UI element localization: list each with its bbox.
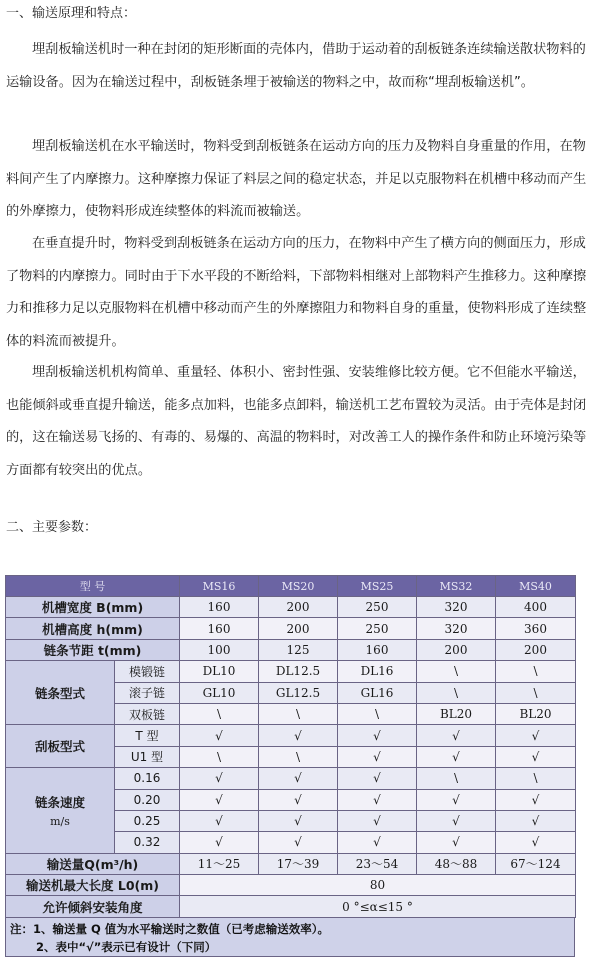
table-cell: √ xyxy=(180,768,259,789)
table-cell: 360 xyxy=(496,618,576,639)
paragraph-definition: 埋刮板输送机时一种在封闭的矩形断面的壳体内，借助于运动着的刮板链条连续输送散状物料的运输设备。因为在输送过程中，刮板链条埋于被输送的物料之中，故而称“埋刮板输送机”。 xyxy=(6,42,586,90)
model-ms25: MS25 xyxy=(338,576,417,597)
table-cell: 200 xyxy=(417,639,496,660)
speed-0-25: 0.25 xyxy=(115,810,180,831)
table-cell: √ xyxy=(259,810,338,831)
speed-0-16: 0.16 xyxy=(115,768,180,789)
paragraph-horizontal: 埋刮板输送机在水平输送时，物料受到刮板链条在运动方向的压力及物料自身重量的作用，在物料间产生了内摩擦力。这种摩擦力保证了料层之间的稳定状态，并足以克服物料在机槽中移动而产生的外摩擦力，使物料形成连续整体的料流而被输送。 xyxy=(6,139,587,219)
model-ms20: MS20 xyxy=(259,576,338,597)
speed-0-32: 0.32 xyxy=(115,832,180,853)
table-cell: \ xyxy=(496,768,576,789)
table-cell: 400 xyxy=(496,597,576,618)
table-cell: √ xyxy=(259,789,338,810)
table-cell: √ xyxy=(417,810,496,831)
table-row xyxy=(6,639,576,660)
model-ms32: MS32 xyxy=(417,576,496,597)
table-header-row xyxy=(6,576,576,597)
table-cell: \ xyxy=(338,703,417,724)
table-row xyxy=(6,597,576,618)
chain-type-label: 链条型式 xyxy=(6,661,115,725)
paragraph-vertical: 在垂直提升时，物料受到刮板链条在运动方向的压力，在物料中产生了横方向的侧面压力，形成了物料的内摩擦力。同时由于下水平段的不断给料，下部物料相继对上部物料产生推移力。这种摩擦力和推移力足以克服物料在机槽中移动而产生的外摩擦阻力和物料自身的重量，使物料形成了连续整体的料流而被提升。 xyxy=(6,236,587,349)
table-cell: \ xyxy=(417,682,496,703)
table-cell: 200 xyxy=(496,639,576,660)
note-line-1: 注：1、输送量 Q 值为水平输送时之数值（已考虑输送效率）。 xyxy=(10,922,330,936)
table-cell: √ xyxy=(338,832,417,853)
table-cell: 320 xyxy=(417,618,496,639)
table-cell: 23～54 xyxy=(338,853,417,874)
table-cell: 160 xyxy=(180,597,259,618)
chain-speed-unit: m/s xyxy=(50,814,70,828)
table-cell: \ xyxy=(259,746,338,767)
section-heading-principle: 一、输送原理和特点： xyxy=(6,6,137,21)
incline-label: 允许倾斜安装角度 xyxy=(6,896,180,917)
table-cell: \ xyxy=(496,682,576,703)
table-cell: DL16 xyxy=(338,661,417,682)
table-cell: 17～39 xyxy=(259,853,338,874)
table-cell: \ xyxy=(496,661,576,682)
table-row xyxy=(6,875,576,896)
table-cell: GL16 xyxy=(338,682,417,703)
table-row xyxy=(6,768,576,789)
table-row xyxy=(6,725,576,746)
chain-speed-label xyxy=(6,768,115,854)
table-cell: 200 xyxy=(259,597,338,618)
table-cell: √ xyxy=(259,725,338,746)
table-row xyxy=(6,661,576,682)
width-label: 机槽宽度 B(mm) xyxy=(6,597,180,618)
table-cell: √ xyxy=(496,810,576,831)
table-cell: √ xyxy=(496,746,576,767)
table-row xyxy=(6,618,576,639)
max-length-value: 80 xyxy=(180,875,576,896)
table-cell: DL10 xyxy=(180,661,259,682)
table-cell: √ xyxy=(338,768,417,789)
table-cell: √ xyxy=(338,810,417,831)
table-cell: 250 xyxy=(338,597,417,618)
model-ms40: MS40 xyxy=(496,576,576,597)
table-cell: √ xyxy=(417,725,496,746)
table-cell: \ xyxy=(180,746,259,767)
scraper-type-u1: U1 型 xyxy=(115,746,180,767)
chain-type-roller: 滚子链 xyxy=(115,682,180,703)
table-cell: √ xyxy=(338,725,417,746)
table-cell: √ xyxy=(338,746,417,767)
table-notes xyxy=(5,917,575,957)
chain-type-double-plate: 双板链 xyxy=(115,703,180,724)
chain-type-forged: 模锻链 xyxy=(115,661,180,682)
table-cell: \ xyxy=(417,768,496,789)
table-cell: 320 xyxy=(417,597,496,618)
table-row xyxy=(6,896,576,917)
model-header-label: 型 号 xyxy=(6,576,180,597)
table-cell: 100 xyxy=(180,639,259,660)
table-cell: √ xyxy=(259,768,338,789)
table-row xyxy=(6,853,576,874)
capacity-label: 输送量Q(m³/h) xyxy=(6,853,180,874)
table-cell: √ xyxy=(180,789,259,810)
table-cell: GL10 xyxy=(180,682,259,703)
table-cell: √ xyxy=(417,746,496,767)
note-line-2: 2、表中“√”表示已有设计（下同） xyxy=(36,940,217,954)
table-cell: 67～124 xyxy=(496,853,576,874)
chain-speed-title: 链条速度 xyxy=(34,794,85,810)
parameter-table xyxy=(5,575,575,918)
table-cell: BL20 xyxy=(417,703,496,724)
table-cell: √ xyxy=(496,832,576,853)
table-cell: BL20 xyxy=(496,703,576,724)
table-cell: √ xyxy=(417,789,496,810)
pitch-label: 链条节距 t(mm) xyxy=(6,639,180,660)
paragraph-advantages: 埋刮板输送机机构简单、重量轻、体积小、密封性强、安装维修比较方便。它不但能水平输送，也能倾斜或垂直提升输送，能多点加料，也能多点卸料，输送机工艺布置较为灵活。由于壳体是封闭的，这在输送易飞扬的、有毒的、易爆的、高温的物料时，对改善工人的操作条件和防止环境污染等方面都有较突出的优点。 xyxy=(6,365,587,478)
speed-0-20: 0.20 xyxy=(115,789,180,810)
table-cell: √ xyxy=(180,725,259,746)
table-cell: √ xyxy=(180,832,259,853)
table-cell: \ xyxy=(180,703,259,724)
scraper-type-t: T 型 xyxy=(115,725,180,746)
table-cell: √ xyxy=(417,832,496,853)
table-cell: \ xyxy=(417,661,496,682)
table-cell: √ xyxy=(180,810,259,831)
table-cell: √ xyxy=(496,725,576,746)
incline-value: 0 °≤α≤15 ° xyxy=(180,896,576,917)
table-cell: DL12.5 xyxy=(259,661,338,682)
table-cell: 160 xyxy=(338,639,417,660)
table-cell: GL12.5 xyxy=(259,682,338,703)
table-cell: \ xyxy=(259,703,338,724)
table-cell: 48～88 xyxy=(417,853,496,874)
table-cell: √ xyxy=(259,832,338,853)
table-cell: √ xyxy=(338,789,417,810)
scraper-type-label: 刮板型式 xyxy=(6,725,115,768)
table-cell: √ xyxy=(496,789,576,810)
model-ms16: MS16 xyxy=(180,576,259,597)
height-label: 机槽高度 h(mm) xyxy=(6,618,180,639)
table-cell: 250 xyxy=(338,618,417,639)
table-cell: 200 xyxy=(259,618,338,639)
table-cell: 125 xyxy=(259,639,338,660)
max-length-label: 输送机最大长度 L0(m) xyxy=(6,875,180,896)
table-cell: 11～25 xyxy=(180,853,259,874)
table-cell: 160 xyxy=(180,618,259,639)
section-heading-parameters: 二、主要参数： xyxy=(6,520,98,535)
